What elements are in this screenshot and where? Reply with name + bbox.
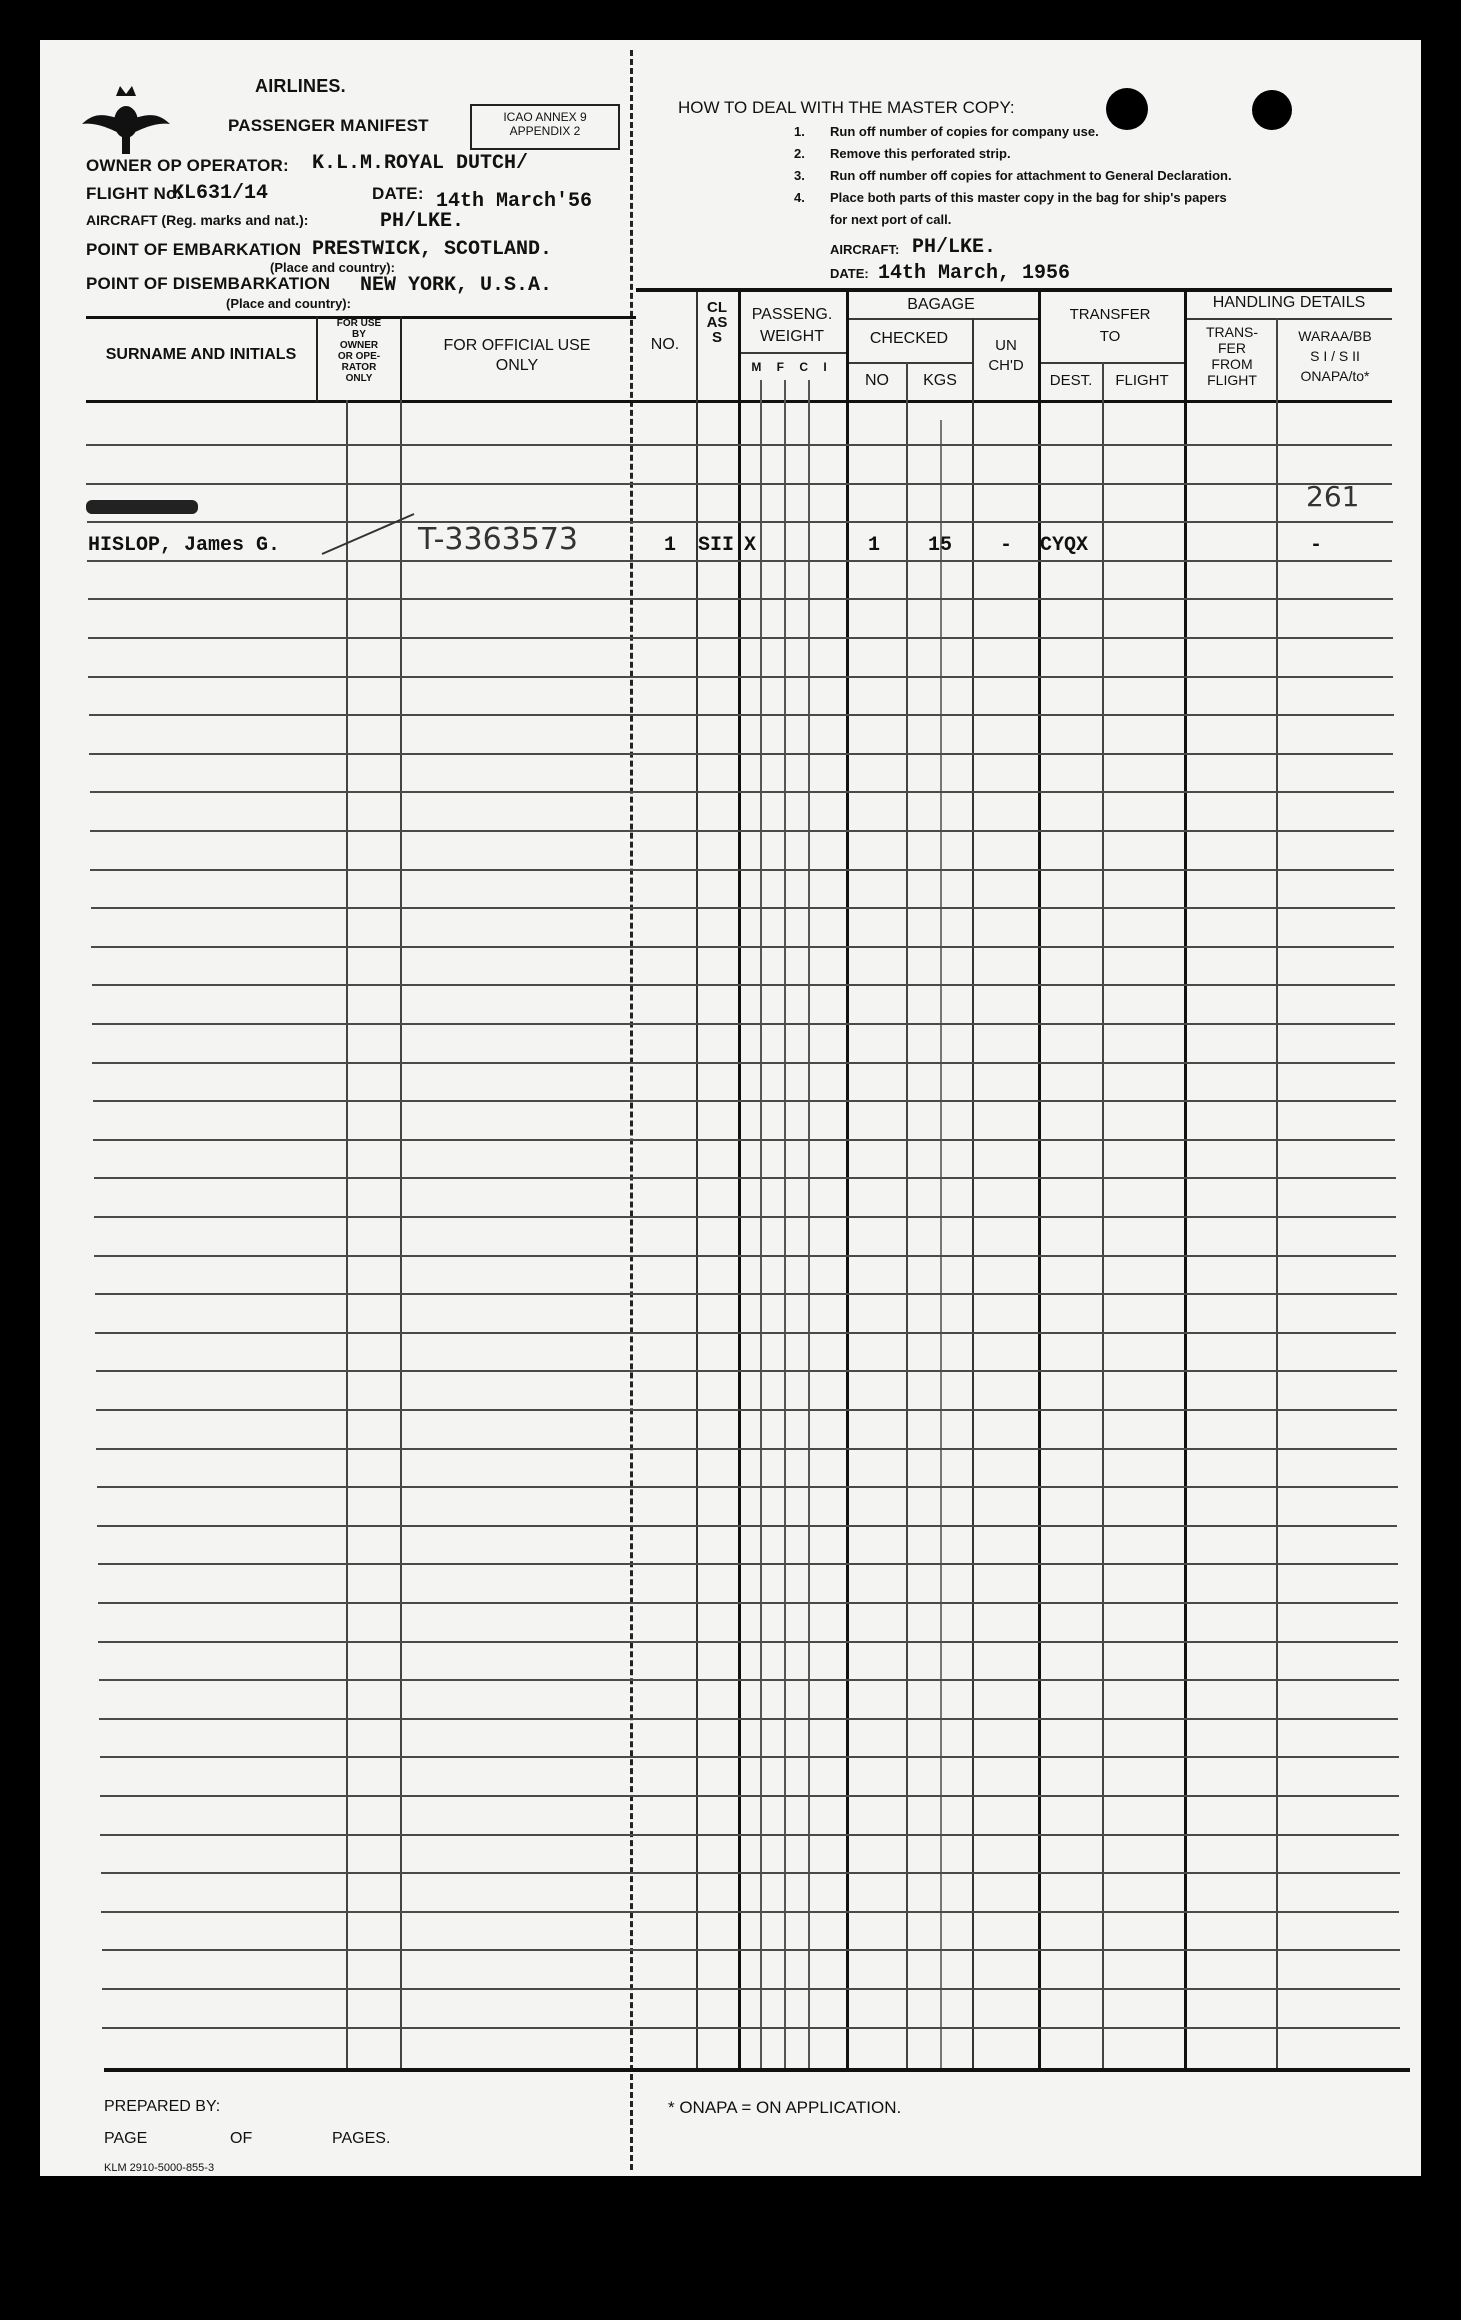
instruction-2-num: 2. [794, 146, 805, 161]
ruled-line [88, 637, 1393, 639]
instr-aircraft-value: PH/LKE. [912, 236, 997, 259]
aircraft-value: PH/LKE. [380, 210, 465, 233]
bag-kgs: 15 [928, 534, 953, 557]
official-number: T-3363573 [418, 522, 579, 557]
instruction-3-num: 3. [794, 168, 805, 183]
vline-w3 [808, 380, 810, 2070]
ruled-line [87, 521, 1393, 523]
hdr-weight-rule [740, 352, 846, 354]
instr-date-label: DATE: [830, 266, 869, 281]
owner-value: K.L.M.ROYAL DUTCH/ [312, 152, 529, 175]
icao-line2: APPENDIX 2 [509, 124, 581, 138]
col-handling: HANDLING DETAILS [1212, 294, 1366, 311]
bag-unchd: - [1000, 534, 1013, 557]
ruled-line [86, 483, 1392, 485]
vline-class [738, 292, 741, 2070]
col-transfer-from-1: TRANS- [1205, 324, 1259, 340]
vline-weight [846, 292, 849, 2070]
ruled-line [95, 1332, 1396, 1334]
transfer-dest: CYQX [1040, 534, 1089, 557]
col-official-1: FOR OFFICIAL USE [443, 337, 591, 354]
col-waraa-2: S I / S II [1310, 348, 1360, 364]
instruction-4-continued: for next port of call. [830, 212, 952, 227]
date-label: DATE: [372, 184, 424, 203]
hdr-handling-rule [1186, 318, 1392, 320]
ruled-line [102, 1949, 1400, 1951]
ruled-line [99, 1679, 1399, 1681]
handwritten-stroke [318, 508, 418, 558]
handwritten-annotation: 261 [1306, 480, 1360, 513]
col-owner-use [318, 318, 400, 384]
col-owner-use-4: OR OPE- [337, 351, 381, 362]
col-dest: DEST. [1049, 372, 1093, 389]
passenger-weight: X [744, 534, 757, 557]
prepared-by-label: PREPARED BY: [104, 2098, 221, 2115]
col-surname: SURNAME AND INITIALS [105, 346, 297, 363]
flight-label: FLIGHT No. [86, 184, 182, 203]
passenger-class: SII [698, 534, 735, 557]
ruled-line [89, 714, 1394, 716]
ruled-line [91, 907, 1395, 909]
col-unchd [974, 336, 1038, 376]
instruction-2-text: Remove this perforated strip. [830, 146, 1011, 161]
instruction-4-num: 4. [794, 190, 805, 205]
bag-no: 1 [868, 534, 881, 557]
instr-aircraft-label: AIRCRAFT: [830, 242, 900, 257]
punch-hole-right [1252, 90, 1292, 130]
ruled-line [101, 1872, 1400, 1874]
ruled-line [99, 1718, 1398, 1720]
col-official-2: ONLY [495, 357, 539, 374]
ruled-line [87, 560, 1392, 562]
ruled-line [94, 1177, 1396, 1179]
vline-handling [1276, 318, 1278, 2070]
ruled-line [93, 1100, 1396, 1102]
ruled-line [88, 676, 1393, 678]
vline-owner [346, 400, 348, 2070]
icao-line1: ICAO ANNEX 9 [503, 110, 587, 124]
vline-no [696, 292, 698, 2070]
col-transfer-to [1040, 304, 1180, 348]
hdr-div-1 [316, 316, 318, 402]
col-weight: WEIGHT [760, 328, 824, 345]
col-waraa-1: WARAA/BB [1298, 328, 1372, 344]
owner-label: OWNER OP OPERATOR: [86, 156, 289, 175]
col-owner-use-3: OWNER [339, 340, 379, 351]
onapa-note: * ONAPA = ON APPLICATION. [668, 2098, 902, 2117]
col-passeng: PASSENG. [751, 306, 833, 323]
footer-rule [104, 2068, 1410, 2072]
col-passeng-weight [742, 304, 842, 348]
ruled-line [92, 1062, 1395, 1064]
ruled-line [93, 1139, 1395, 1141]
col-flight: FLIGHT [1115, 372, 1169, 389]
ruled-line [96, 1448, 1397, 1450]
embarkation-label: POINT OF EMBARKATION [86, 240, 302, 259]
col-bag-no: NO [865, 372, 889, 389]
col-owner-use-2: BY [352, 329, 366, 340]
col-owner-use-5: RATOR [341, 362, 377, 373]
redacted-entry [86, 500, 198, 514]
ruled-line [89, 753, 1393, 755]
form-number: KLM 2910-5000-855-3 [104, 2162, 215, 2174]
ruled-line [90, 869, 1394, 871]
ruled-line [98, 1563, 1398, 1565]
place-country-2: (Place and country): [226, 296, 351, 311]
passenger-no: 1 [664, 534, 677, 557]
header-rule-right [636, 288, 1392, 292]
col-class: CLASS [706, 299, 728, 346]
vline-unchd [1038, 292, 1041, 2070]
vline-transfer [1184, 292, 1187, 2070]
ruled-line [98, 1602, 1398, 1604]
place-country-1: (Place and country): [270, 260, 395, 275]
col-transfer-from-4: FLIGHT [1207, 372, 1257, 388]
ruled-line [92, 1023, 1395, 1025]
col-owner-use-6: ONLY [345, 373, 373, 384]
ruled-line [97, 1486, 1398, 1488]
instruction-4-text: Place both parts of this master copy in the bag for ship's papers [830, 190, 1227, 205]
ruled-line [98, 1641, 1398, 1643]
ruled-line [102, 2027, 1400, 2029]
col-waraa-3: ONAPA/to* [1300, 368, 1370, 384]
ruled-line [102, 1988, 1400, 1990]
ruled-line [100, 1834, 1399, 1836]
icao-box [470, 104, 620, 150]
disembarkation-label: POINT OF DISEMBARKATION [86, 274, 331, 293]
col-to: TO [1099, 328, 1121, 345]
embarkation-value: PRESTWICK, SCOTLAND. [312, 238, 553, 261]
col-no: NO. [650, 336, 680, 353]
col-transfer-from-2: FER [1218, 340, 1246, 356]
col-transfer-from [1188, 324, 1276, 388]
col-bagage: BAGAGE [907, 296, 975, 313]
instruction-1-text: Run off number of copies for company use. [830, 124, 1099, 139]
passenger-name: HISLOP, James G. [88, 534, 281, 557]
flight-value: KL631/14 [172, 182, 269, 205]
airline-label: AIRLINES. [255, 76, 346, 96]
ruled-line [95, 1293, 1397, 1295]
vline-official [400, 400, 402, 2070]
page-label: PAGE [104, 2130, 148, 2147]
hdr-transfer-rule [1040, 362, 1186, 364]
ruled-line [88, 598, 1393, 600]
disembarkation-value: NEW YORK, U.S.A. [360, 274, 553, 297]
instruction-1-num: 1. [794, 124, 805, 139]
col-unchd-1: UN [995, 337, 1017, 354]
col-checked: CHECKED [869, 330, 949, 347]
ruled-line [100, 1795, 1399, 1797]
date-value: 14th March'56 [436, 190, 593, 213]
ruled-line [90, 791, 1394, 793]
col-transfer: TRANSFER [1069, 306, 1151, 323]
hdr-checked-rule [846, 362, 972, 364]
col-official [402, 336, 632, 376]
aircraft-label: AIRCRAFT (Reg. marks and nat.): [86, 212, 309, 228]
instruction-3-text: Run off number off copies for attachment to General Declaration. [830, 168, 1232, 183]
handling-value: - [1310, 534, 1323, 557]
ruled-line [94, 1216, 1396, 1218]
punch-hole-left [1106, 88, 1148, 130]
vline-kgs [972, 318, 974, 2070]
ruled-line [90, 830, 1394, 832]
col-weight-sub: M F C I [751, 360, 833, 374]
instr-date-value: 14th March, 1956 [878, 262, 1071, 285]
col-transfer-from-3: FROM [1211, 356, 1253, 372]
ruled-line [94, 1255, 1396, 1257]
klm-crown-logo [78, 78, 174, 168]
hdr-bagage-rule [846, 318, 1040, 320]
of-label: OF [230, 2130, 253, 2147]
vline-w2 [784, 380, 786, 2070]
ruled-line [100, 1756, 1399, 1758]
ruled-line [92, 984, 1395, 986]
col-kgs: KGS [923, 372, 957, 389]
col-waraa [1278, 326, 1392, 386]
col-owner-use-1: FOR USE [336, 318, 382, 329]
ruled-line [101, 1911, 1399, 1913]
col-unchd-2: CH'D [988, 357, 1024, 374]
ruled-line [96, 1409, 1397, 1411]
ruled-line [86, 444, 1392, 446]
pages-label: PAGES. [332, 2130, 391, 2147]
ruled-line [97, 1525, 1397, 1527]
vline-w1 [760, 380, 762, 2070]
ruled-line [91, 946, 1394, 948]
hdr-div-2 [400, 316, 402, 402]
manifest-title: PASSENGER MANIFEST [228, 116, 429, 135]
instructions-title: HOW TO DEAL WITH THE MASTER COPY: [678, 98, 1015, 117]
ruled-line [96, 1370, 1397, 1372]
vline-kgs-mid [940, 420, 942, 2070]
